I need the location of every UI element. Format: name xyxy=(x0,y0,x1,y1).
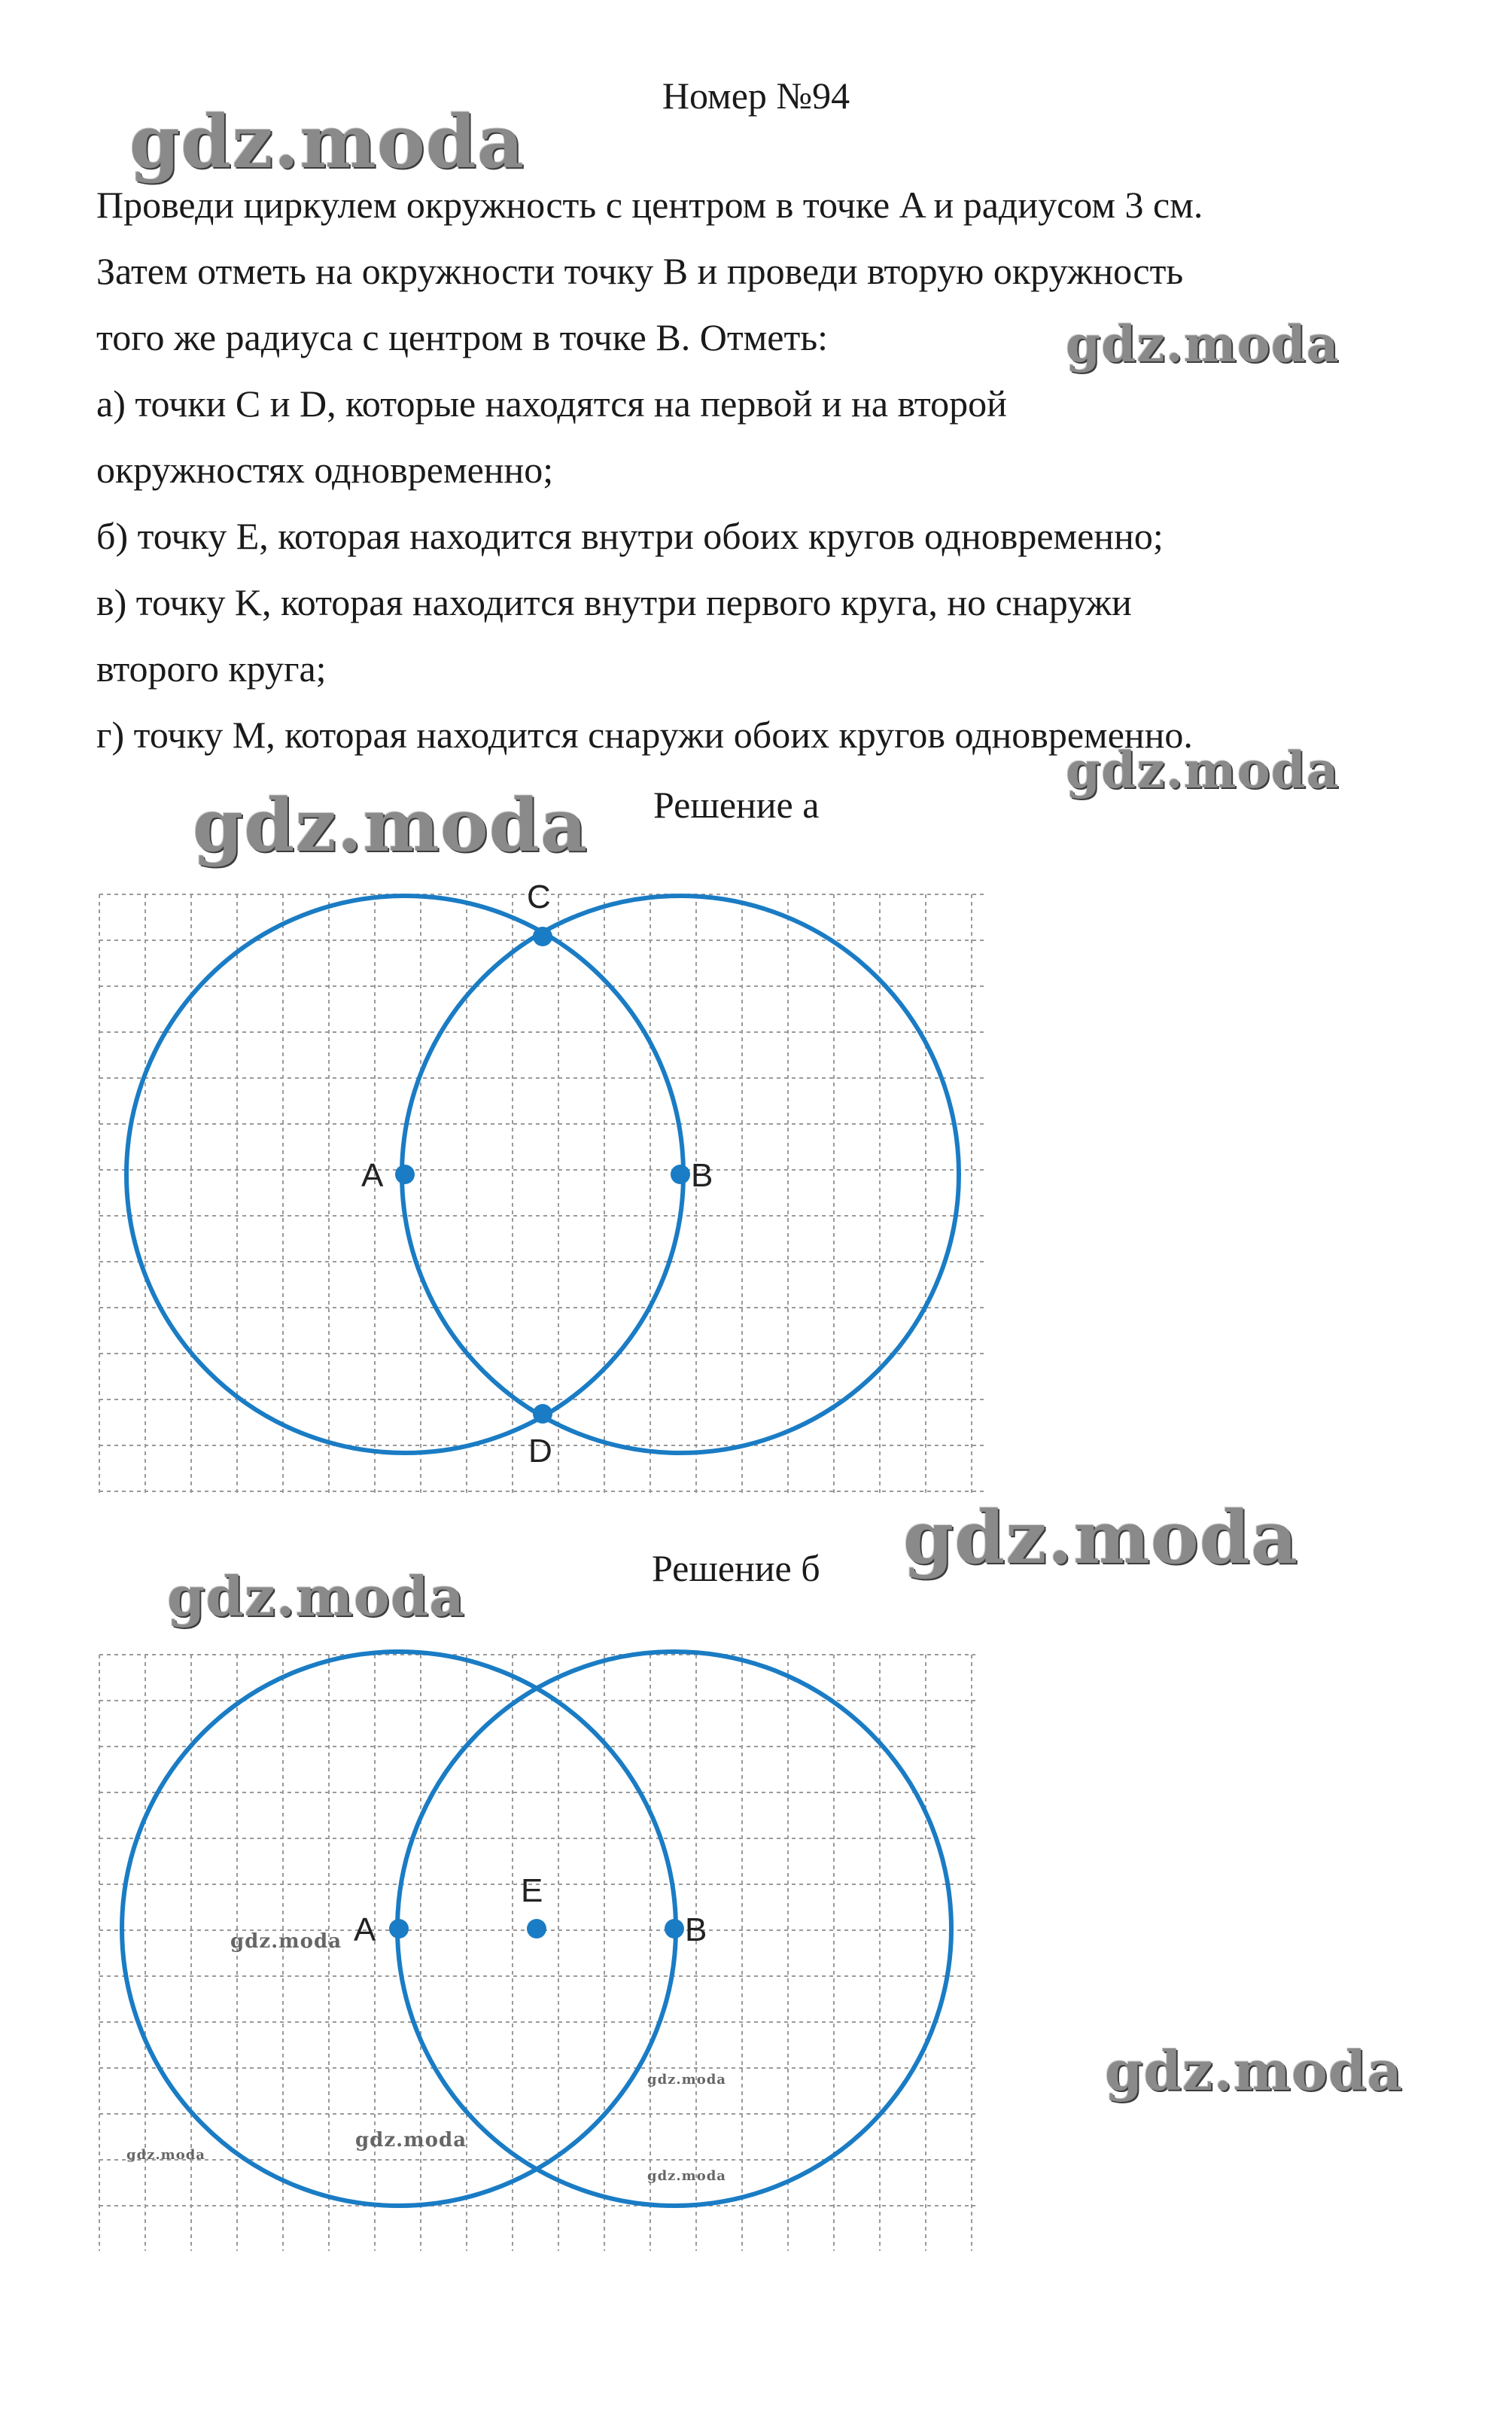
watermark: gdz.moda xyxy=(1066,741,1340,799)
point-a-C xyxy=(533,927,552,946)
label-a-D: D xyxy=(528,1433,552,1469)
task-line: в) точку K, которая находится внутри первого круга, но снаружи xyxy=(96,581,1132,623)
solution-a-heading: Решение а xyxy=(653,784,820,826)
label-a-A: A xyxy=(361,1157,384,1194)
watermark: gdz.moda xyxy=(129,99,525,184)
page-title: Номер №94 xyxy=(662,75,850,117)
watermark: gdz.moda xyxy=(193,783,589,868)
point-a-A xyxy=(395,1165,415,1184)
label-b-B: B xyxy=(685,1911,707,1948)
label-a-C: C xyxy=(527,879,551,915)
watermark: gdz.moda xyxy=(1066,315,1340,373)
label-a-B: B xyxy=(691,1157,713,1194)
task-line: а) точки C и D, которые находятся на первой и на второй xyxy=(96,382,1007,425)
task-line: Затем отметь на окружности точку B и проведи вторую окружность xyxy=(96,250,1184,292)
task-line: б) точку E, которая находится внутри обоих кругов одновременно; xyxy=(96,515,1164,557)
watermark: gdz.moda xyxy=(647,2072,726,2088)
watermark: gdz.moda xyxy=(167,1564,465,1628)
grid-b xyxy=(99,1655,975,2251)
point-a-B xyxy=(671,1165,690,1184)
watermark: gdz.moda xyxy=(1105,2039,1403,2103)
watermark: gdz.moda xyxy=(903,1495,1299,1580)
label-b-A: A xyxy=(354,1911,376,1948)
task-line: того же радиуса с центром в точке B. Отметь: xyxy=(96,316,829,358)
point-b-B xyxy=(665,1919,684,1938)
task-line: Проведи циркулем окружность с центром в точке A и радиусом 3 см. xyxy=(96,184,1203,226)
watermark: gdz.moda xyxy=(126,2147,205,2163)
task-line: второго круга; xyxy=(96,647,327,690)
task-line: г) точку M, которая находится снаружи обоих кругов одновременно. xyxy=(96,714,1193,756)
point-b-E xyxy=(527,1919,546,1938)
watermark: gdz.moda xyxy=(230,1930,342,1953)
watermark: gdz.moda xyxy=(647,2168,726,2184)
label-b-E: E xyxy=(521,1872,543,1909)
task-line: окружностях одновременно; xyxy=(96,449,554,491)
point-b-A xyxy=(389,1919,409,1938)
point-a-D xyxy=(533,1404,552,1424)
solution-b-heading: Решение б xyxy=(652,1547,820,1589)
watermark: gdz.moda xyxy=(355,2129,467,2152)
